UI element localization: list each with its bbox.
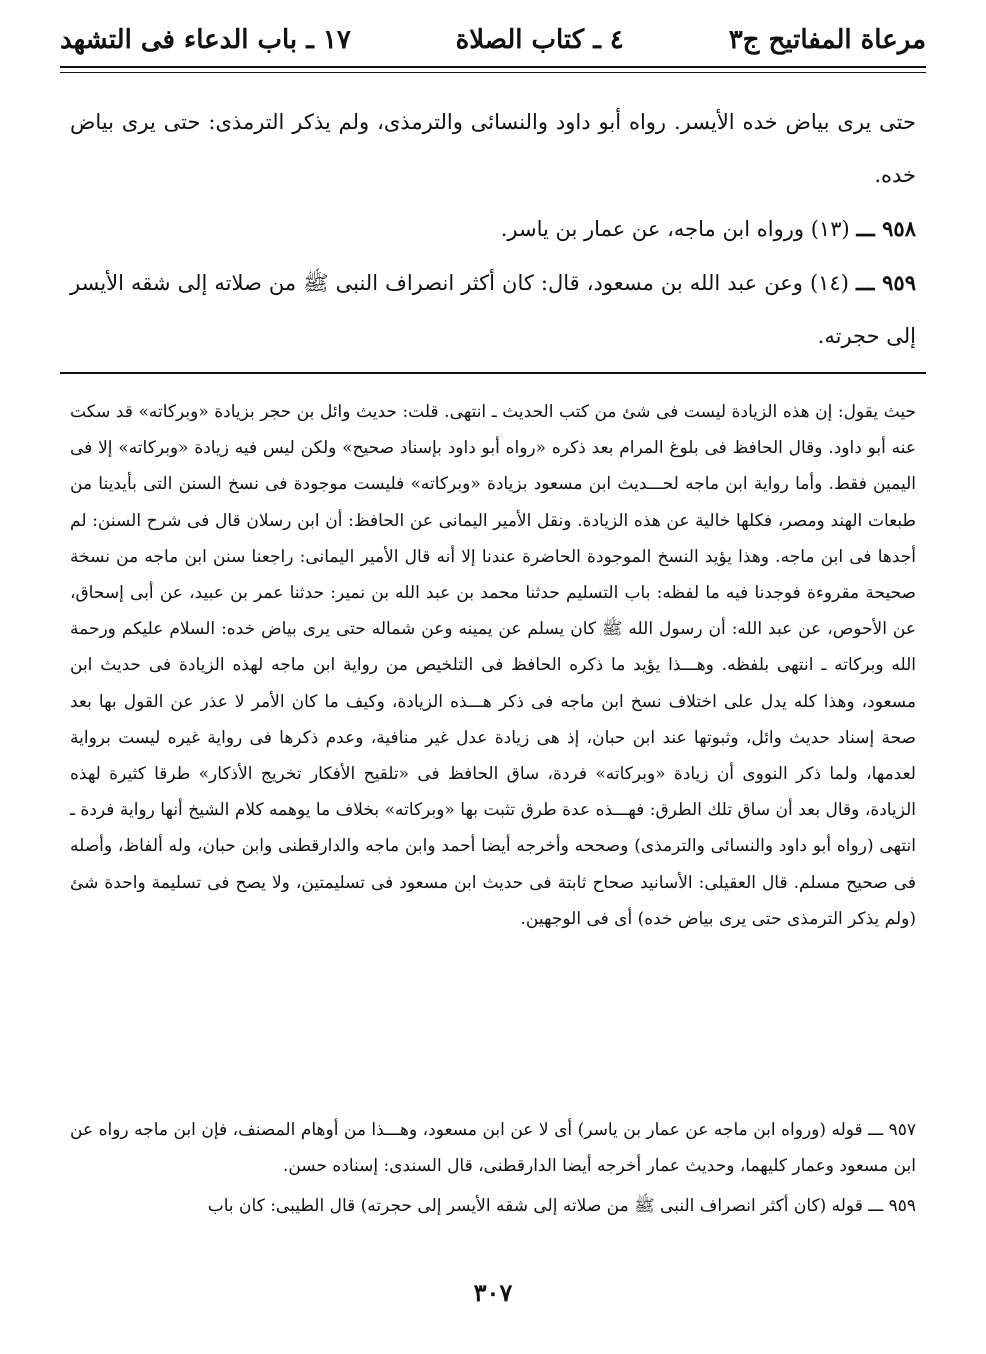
commentary-divider [60, 372, 926, 374]
hadith-958-number: ٩٥٨ ـــ [856, 216, 916, 241]
hadith-958-text: (١٣) ورواه ابن ماجه، عن عمار بن ياسر. [500, 217, 850, 241]
running-header [60, 20, 926, 60]
header-chapter: ٤ ـ كتاب الصلاة [455, 25, 624, 55]
commentary-paragraph: حيث يقول: إن هذه الزيادة ليست فى شئ من كتب الحديث ـ انتهى. قلت: حديث وائل بن حجر بزيادة «وبركاته» قد سكت عنه أبو داود. وقال الحافظ فى بلوغ المرام بعد ذكره «رواه أبو داود بإسناد صحيح» ولكن ليس فيه زيادة «وبركاته» إلا فى اليمين فقط. وأما رواية ابن ماجه لحـــديث ابن مسعود بزيادة «وبركاته» فليست موجودة فى نسخ السنن التى بأيدينا من طبعات الهند ومصر، فكلها خالية عن هذه الزيادة. ونقل الأمير اليمانى عن الحافظ: أن ابن رسلان قال فى شرح السنن: لم أجدها فى ابن ماجه. وهذا يؤيد النسخ الموجودة الحاضرة عندنا إلا أنه قال الأمير اليمانى: راجعنا سنن ابن ماجه من نسخة صحيحة مقروءة فوجدنا فيه ما لفظه: باب التسليم حدثنا محمد بن عبد الله بن نمير: حدثنا عمر بن عبيد، عن أبى إسحاق، عن الأحوص، عن عبد الله: أن رسول الله ﷺ كان يسلم عن يمينه وعن شماله حتى يرى بياض خده: السلام عليكم ورحمة الله وبركاته ـ انتهى بلفظه. وهـــذا يؤيد ما ذكره الحافظ فى التلخيص من رواية ابن ماجه لهذه الزيادة فى حديث ابن مسعود، وهذا كله يدل على اختلاف نسخ ابن ماجه فى ذكر هـــذه الزيادة، وكيف ما كان الأمر لا عذر عن القول بها بعد صحة إسناد حديث وائل، وثبوتها عند ابن حبان، إذ هى زيادة عدل غير منافية، وعدم ذكرها فى رواية غيره ليست برواية لعدمها، ولما ذكر النووى أن زيادة «وبركاته» فردة، ساق الحافظ فى «تلقيح الأفكار تخريج الأذكار» طرقا كثيرة لهذه الزيادة، وقال بعد أن ساق تلك الطرق: فهـــذه عدة طرق تثبت بها «وبركاته» بخلاف ما يوهمه كلام الشيخ أنها رواية فردة ـ انتهى (رواه أبو داود والنسائى والترمذى) وصححه وأخرجه أيضا أحمد وابن ماجه والدارقطنى وابن حبان، وله ألفاظ، وأصله فى صحيح مسلم. قال العقيلى: الأسانيد صحاح ثابتة فى حديث ابن مسعود فى تسليمتين، ولا يصح فى تسليمة واحدة شئ (ولم يذكر الترمذى حتى يرى بياض خده) أى فى الوجهين. [70, 402, 916, 929]
hadith-text [70, 96, 916, 363]
header-section: ١٧ ـ باب الدعاء فى التشهد [60, 25, 351, 55]
header-book-title: مرعاة المفاتيح ج٣ [728, 25, 926, 55]
commentary-block-2 [70, 1112, 916, 1228]
header-rule-thick [60, 66, 926, 68]
hadith-continuation: حتى يرى بياض خده الأيسر. رواه أبو داود والنسائى والترمذى، ولم يذكر الترمذى: حتى يرى بياض خده. [70, 110, 916, 187]
hadith-959 [70, 256, 916, 363]
hadith-958 [70, 202, 916, 256]
header-rule-thin [60, 72, 926, 73]
commentary-957: ٩٥٧ ـــ قوله (ورواه ابن ماجه عن عمار بن ياسر) أى لا عن ابن مسعود، وهـــذا من أوهام المصنف، فإن ابن ماجه رواه عن ابن مسعود وعمار كليهما، وحديث عمار أخرجه أيضا الدارقطنى، قال السندى: إسناده حسن. [70, 1120, 916, 1176]
commentary-block [70, 394, 916, 937]
page-number: ٣٠٧ [473, 1278, 513, 1307]
hadith-959-text: (١٤) وعن عبد الله بن مسعود، قال: كان أكثر انصراف النبى ﷺ من صلاته إلى شقه الأيسر إلى حجرته. [70, 271, 916, 348]
hadith-959-number: ٩٥٩ ـــ [855, 270, 916, 295]
commentary-959: ٩٥٩ ـــ قوله (كان أكثر انصراف النبى ﷺ من صلاته إلى شقه الأيسر إلى حجرته) قال الطيبى: كان باب [207, 1196, 916, 1216]
